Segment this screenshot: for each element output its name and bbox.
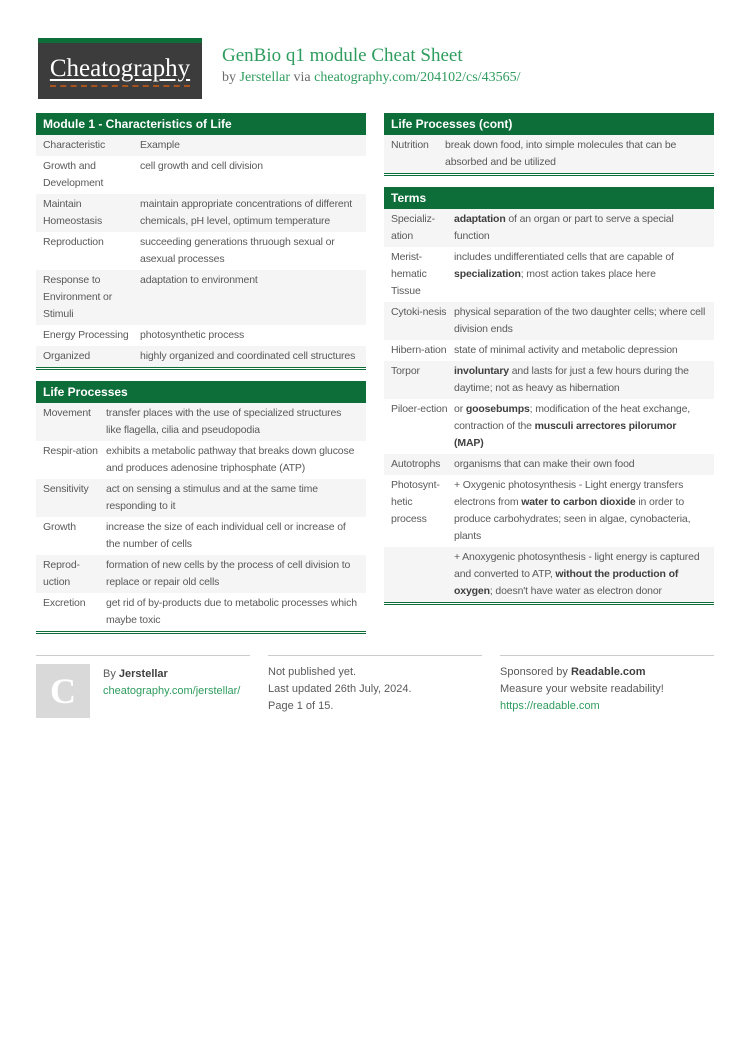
definition-cell: involuntary and lasts for just a few hours during the daytime; not as heavy as hibernation xyxy=(454,365,689,394)
footer-sponsor-link[interactable]: https://readable.com xyxy=(500,700,600,712)
table-row xyxy=(384,547,714,602)
footer-author-column xyxy=(36,655,250,718)
byline-via: via xyxy=(293,70,311,85)
footer-sponsored-line xyxy=(500,664,714,681)
table-row xyxy=(384,135,714,173)
term-cell: Growth and Development xyxy=(43,160,104,189)
footer-author-link[interactable]: cheatography.com/jerstellar/ xyxy=(103,685,241,697)
footer xyxy=(36,655,714,718)
footer-status-column xyxy=(268,655,482,718)
byline xyxy=(222,68,520,88)
footer-sponsor-name: Readable.com xyxy=(570,666,646,678)
table-row xyxy=(36,194,366,232)
table-row xyxy=(36,270,366,325)
definition-cell: break down food, into simple molecules that can be absorbed and be utilized xyxy=(445,139,677,168)
definition-cell: or goosebumps; modification of the heat exchange, contraction of the musculi arrectores pilorumor (MAP) xyxy=(454,403,691,449)
table-row xyxy=(36,346,366,367)
definition-cell: physical separation of the two daughter cells; where cell division ends xyxy=(454,306,706,335)
term-cell: Respir-ation xyxy=(43,445,98,457)
table-row xyxy=(384,454,714,475)
definition-cell: Example xyxy=(140,139,180,151)
table-module-1-characteristics-of-life xyxy=(36,113,366,370)
table-life-processes xyxy=(36,381,366,634)
logo-wordmark: Cheatography xyxy=(50,56,190,87)
definition-cell: adaptation of an organ or part to serve a special function xyxy=(454,213,674,242)
table-header-bar: Terms xyxy=(384,187,714,209)
footer-sponsor-column xyxy=(500,655,714,718)
table-row xyxy=(384,340,714,361)
definition-cell: act on sensing a stimulus and at the same time responding to it xyxy=(106,483,318,512)
byline-prefix: by xyxy=(222,70,236,85)
table-row xyxy=(384,209,714,247)
definition-cell: maintain appropriate concentrations of different chemicals, pH level, optimum temperature xyxy=(140,198,353,227)
definition-cell: state of minimal activity and metabolic depression xyxy=(454,344,678,356)
table-row xyxy=(36,593,366,631)
term-cell: Merist-hematic Tissue xyxy=(391,251,427,297)
table-row xyxy=(36,156,366,194)
definition-cell: cell growth and cell division xyxy=(140,160,263,172)
definition-cell: highly organized and coordinated cell structures xyxy=(140,350,356,362)
footer-sponsored-prefix: Sponsored by xyxy=(500,666,568,678)
term-cell: Photosynt-hetic process xyxy=(391,479,440,525)
term-cell: Piloer-ection xyxy=(391,403,448,415)
cheatography-logo[interactable] xyxy=(38,38,202,99)
definition-cell: photosynthetic process xyxy=(140,329,245,341)
term-cell: Response to Environment or Stimuli xyxy=(43,274,113,320)
footer-sponsor-tagline: Measure your website readability! xyxy=(500,683,664,695)
definition-cell: formation of new cells by the process of cell division to replace or repair old cells xyxy=(106,559,351,588)
definition-cell: transfer places with the use of specialized structures like flagella, cilia and pseudopodia xyxy=(106,407,342,436)
term-cell: Specializ-ation xyxy=(391,213,436,242)
title-block xyxy=(222,44,520,88)
left-column xyxy=(36,113,366,645)
table-terms xyxy=(384,187,714,605)
author-link[interactable]: Jerstellar xyxy=(239,70,291,85)
page-title: GenBio q1 module Cheat Sheet xyxy=(222,45,463,66)
table-row xyxy=(36,517,366,555)
term-cell: Nutrition xyxy=(391,139,429,151)
definition-cell: + Oxygenic photosynthesis - Light energy transfers electrons from water to carbon dioxide in order to produce carbohydrates; seen in algae, cynobacteria, plants xyxy=(454,479,691,542)
table-row xyxy=(384,302,714,340)
term-cell: Movement xyxy=(43,407,91,419)
term-cell: Reproduction xyxy=(43,236,104,248)
table-row xyxy=(384,475,714,547)
table-header-bar: Life Processes xyxy=(36,381,366,403)
term-cell: Characteristic xyxy=(43,139,106,151)
definition-cell: + Anoxygenic photosynthesis - light energy is captured and converted to ATP, without the production of oxygen; doesn't have water as electron donor xyxy=(454,551,700,597)
logo-inner xyxy=(38,43,202,99)
table-row xyxy=(36,403,366,441)
term-cell: Autotrophs xyxy=(391,458,441,470)
term-cell: Maintain Homeostasis xyxy=(43,198,103,227)
term-cell xyxy=(384,547,452,602)
avatar[interactable]: C xyxy=(36,664,90,718)
term-cell: Cytoki-nesis xyxy=(391,306,447,318)
right-column xyxy=(384,113,714,616)
footer-page-count: Page 1 of 15. xyxy=(268,700,334,712)
term-cell: Sensitivity xyxy=(43,483,89,495)
term-cell: Growth xyxy=(43,521,76,533)
table-life-processes-cont xyxy=(384,113,714,176)
table-row xyxy=(36,135,366,156)
term-cell: Hibern-ation xyxy=(391,344,447,356)
term-cell: Reprod-uction xyxy=(43,559,80,588)
table-header-bar: Module 1 - Characteristics of Life xyxy=(36,113,366,135)
sheet-url-link[interactable]: cheatography.com/204102/cs/43565/ xyxy=(314,70,521,85)
table-row xyxy=(384,361,714,399)
footer-author-name: Jerstellar xyxy=(118,668,168,680)
footer-last-updated: Last updated 26th July, 2024. xyxy=(268,683,412,695)
definition-cell: organisms that can make their own food xyxy=(454,458,635,470)
term-cell: Organized xyxy=(43,350,91,362)
definition-cell: succeeding generations thruough sexual or asexual processes xyxy=(140,236,335,265)
term-cell: Energy Processing xyxy=(43,329,129,341)
table-row xyxy=(36,555,366,593)
definition-cell: includes undifferentiated cells that are capable of specialization; most action takes place here xyxy=(454,251,674,280)
definition-cell: increase the size of each individual cell or increase of the number of cells xyxy=(106,521,346,550)
term-cell: Torpor xyxy=(391,365,420,377)
footer-by-line xyxy=(103,666,240,683)
term-cell: Excretion xyxy=(43,597,86,609)
table-row xyxy=(36,232,366,270)
footer-by-prefix: By xyxy=(103,668,116,680)
table-row xyxy=(384,247,714,302)
table-row xyxy=(384,399,714,454)
table-row xyxy=(36,441,366,479)
table-row xyxy=(36,325,366,346)
definition-cell: exhibits a metabolic pathway that breaks down glucose and produces adenosine triphosphate (ATP) xyxy=(106,445,355,474)
table-row xyxy=(36,479,366,517)
footer-publish-status: Not published yet. xyxy=(268,666,357,678)
table-header-bar: Life Processes (cont) xyxy=(384,113,714,135)
definition-cell: adaptation to environment xyxy=(140,274,258,286)
definition-cell: get rid of by-products due to metabolic processes which maybe toxic xyxy=(106,597,357,626)
